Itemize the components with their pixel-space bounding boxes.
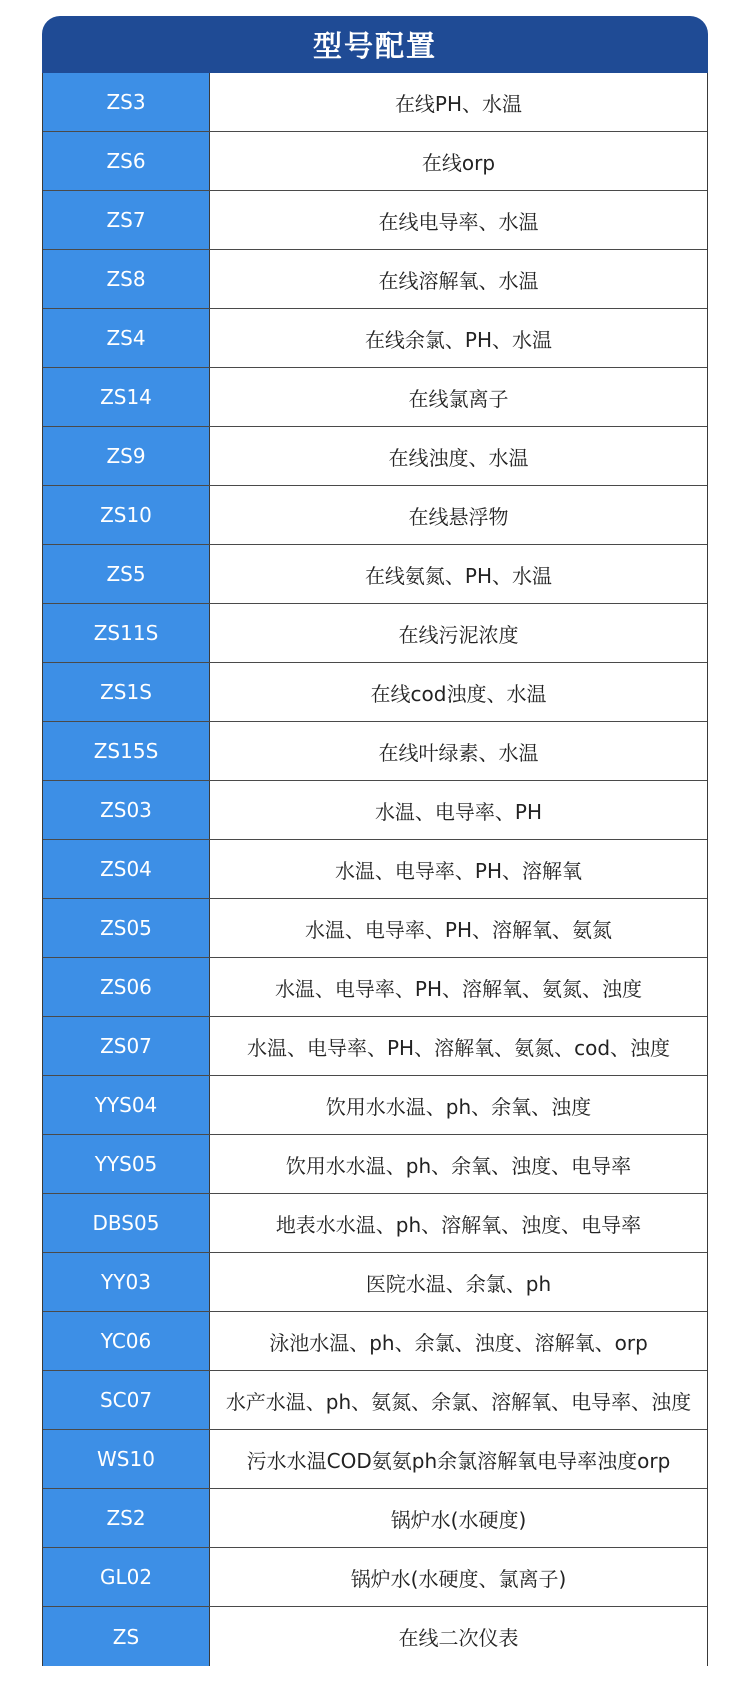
model-cell: DBS05 bbox=[43, 1194, 210, 1252]
config-cell: 在线氨氮、PH、水温 bbox=[210, 545, 707, 603]
model-cell: ZS6 bbox=[43, 132, 210, 190]
config-cell: 地表水水温、ph、溶解氧、浊度、电导率 bbox=[210, 1194, 707, 1252]
model-cell: ZS05 bbox=[43, 899, 210, 957]
table-row bbox=[43, 309, 707, 368]
model-cell: ZS8 bbox=[43, 250, 210, 308]
model-cell: ZS1S bbox=[43, 663, 210, 721]
model-cell: ZS3 bbox=[43, 73, 210, 131]
table-row bbox=[43, 250, 707, 309]
config-cell: 水温、电导率、PH、溶解氧、氨氮、浊度 bbox=[210, 958, 707, 1016]
config-cell: 在线污泥浓度 bbox=[210, 604, 707, 662]
config-cell: 在线cod浊度、水温 bbox=[210, 663, 707, 721]
table-row bbox=[43, 604, 707, 663]
table-row bbox=[43, 1312, 707, 1371]
model-cell: ZS06 bbox=[43, 958, 210, 1016]
model-config-table bbox=[42, 16, 708, 1666]
config-cell: 在线PH、水温 bbox=[210, 73, 707, 131]
model-cell: ZS04 bbox=[43, 840, 210, 898]
model-cell: YYS04 bbox=[43, 1076, 210, 1134]
model-cell: ZS4 bbox=[43, 309, 210, 367]
model-cell: ZS10 bbox=[43, 486, 210, 544]
table-body bbox=[42, 73, 708, 1666]
table-row bbox=[43, 427, 707, 486]
config-cell: 污水水温COD氨氨ph余氯溶解氧电导率浊度orp bbox=[210, 1430, 707, 1488]
table-row bbox=[43, 840, 707, 899]
model-cell: ZS14 bbox=[43, 368, 210, 426]
config-cell: 在线溶解氧、水温 bbox=[210, 250, 707, 308]
model-cell: ZS11S bbox=[43, 604, 210, 662]
table-row bbox=[43, 1017, 707, 1076]
model-cell: ZS9 bbox=[43, 427, 210, 485]
table-row bbox=[43, 663, 707, 722]
table-row bbox=[43, 1548, 707, 1607]
table-row bbox=[43, 1076, 707, 1135]
table-row bbox=[43, 1489, 707, 1548]
model-cell: ZS07 bbox=[43, 1017, 210, 1075]
table-row bbox=[43, 722, 707, 781]
table-row bbox=[43, 1194, 707, 1253]
model-cell: ZS2 bbox=[43, 1489, 210, 1547]
table-row bbox=[43, 1371, 707, 1430]
config-cell: 在线余氯、PH、水温 bbox=[210, 309, 707, 367]
config-cell: 在线悬浮物 bbox=[210, 486, 707, 544]
model-cell: GL02 bbox=[43, 1548, 210, 1606]
table-row bbox=[43, 132, 707, 191]
model-cell: ZS bbox=[43, 1607, 210, 1666]
config-cell: 饮用水水温、ph、余氧、浊度、电导率 bbox=[210, 1135, 707, 1193]
model-cell: YC06 bbox=[43, 1312, 210, 1370]
config-cell: 泳池水温、ph、余氯、浊度、溶解氧、orp bbox=[210, 1312, 707, 1370]
config-cell: 医院水温、余氯、ph bbox=[210, 1253, 707, 1311]
config-cell: 锅炉水(水硬度) bbox=[210, 1489, 707, 1547]
table-row bbox=[43, 191, 707, 250]
config-cell: 饮用水水温、ph、余氧、浊度 bbox=[210, 1076, 707, 1134]
table-row bbox=[43, 781, 707, 840]
model-cell: YY03 bbox=[43, 1253, 210, 1311]
table-row bbox=[43, 1607, 707, 1666]
model-cell: ZS7 bbox=[43, 191, 210, 249]
model-cell: WS10 bbox=[43, 1430, 210, 1488]
config-cell: 在线orp bbox=[210, 132, 707, 190]
table-row bbox=[43, 1253, 707, 1312]
model-cell: SC07 bbox=[43, 1371, 210, 1429]
table-row bbox=[43, 1430, 707, 1489]
model-cell: ZS03 bbox=[43, 781, 210, 839]
table-row bbox=[43, 899, 707, 958]
table-row bbox=[43, 368, 707, 427]
table-title: 型号配置 bbox=[42, 16, 708, 73]
config-cell: 水温、电导率、PH、溶解氧、氨氮 bbox=[210, 899, 707, 957]
config-cell: 在线叶绿素、水温 bbox=[210, 722, 707, 780]
config-cell: 在线电导率、水温 bbox=[210, 191, 707, 249]
table-row bbox=[43, 486, 707, 545]
table-row bbox=[43, 958, 707, 1017]
table-row bbox=[43, 545, 707, 604]
config-cell: 水温、电导率、PH、溶解氧 bbox=[210, 840, 707, 898]
model-cell: ZS15S bbox=[43, 722, 210, 780]
config-cell: 在线浊度、水温 bbox=[210, 427, 707, 485]
model-cell: ZS5 bbox=[43, 545, 210, 603]
config-cell: 锅炉水(水硬度、氯离子) bbox=[210, 1548, 707, 1606]
config-cell: 水温、电导率、PH bbox=[210, 781, 707, 839]
table-row bbox=[43, 73, 707, 132]
table-row bbox=[43, 1135, 707, 1194]
config-cell: 在线氯离子 bbox=[210, 368, 707, 426]
config-cell: 水温、电导率、PH、溶解氧、氨氮、cod、浊度 bbox=[210, 1017, 707, 1075]
config-cell: 水产水温、ph、氨氮、余氯、溶解氧、电导率、浊度 bbox=[210, 1371, 707, 1429]
model-cell: YYS05 bbox=[43, 1135, 210, 1193]
config-cell: 在线二次仪表 bbox=[210, 1607, 707, 1666]
